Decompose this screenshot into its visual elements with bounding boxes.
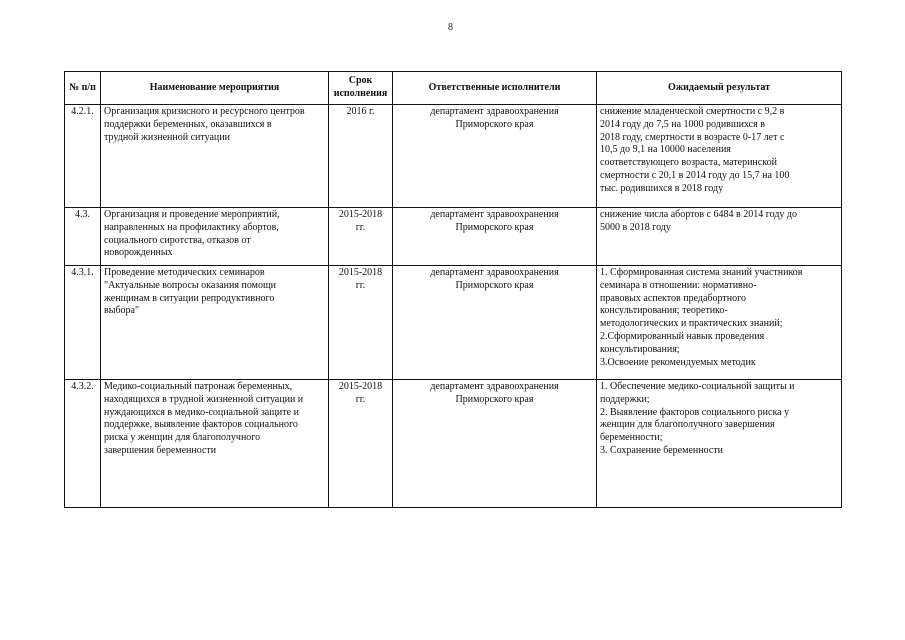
table-row — [65, 380, 842, 508]
text-line: консультирования; — [600, 343, 680, 355]
text-line: 2.Сформированный навык проведения — [600, 330, 765, 342]
header-result: Ожидаемый результат — [597, 72, 842, 105]
text-line: "Актуальные вопросы оказания помощи — [104, 279, 277, 291]
header-num: № п/п — [65, 72, 101, 105]
text-line: снижение младенческой смертности с 9,2 в — [600, 106, 785, 117]
text-line: завершения беременности — [104, 444, 217, 456]
text-line: Организация кризисного и ресурсного центров — [104, 106, 305, 117]
table-header-row — [65, 72, 842, 105]
text-line: направленных на профилактику абортов, — [104, 221, 279, 233]
header-responsible: Ответственные исполнители — [393, 72, 597, 105]
row-responsible — [393, 266, 597, 380]
text-line: поддержке, выявление факторов социального — [104, 419, 298, 431]
row-num: 4.3.1. — [65, 266, 101, 380]
text-line: 2014 году до 7,5 на 1000 родившихся в — [600, 118, 765, 130]
text-line: женщин для благополучного завершения — [600, 419, 775, 431]
text-line: гг. — [355, 279, 366, 291]
text-line: департамент здравоохранения — [430, 381, 559, 392]
row-num: 4.3. — [65, 208, 101, 266]
row-result — [597, 380, 842, 508]
header-term-line: исполнения — [333, 88, 388, 99]
text-line: 2. Выявление факторов социального риска у — [600, 406, 790, 418]
text-line: соответствующего возраста, материнской — [600, 157, 777, 169]
text-line: нуждающихся в медико-социальной защите и — [104, 406, 299, 418]
text-line: женщинам в ситуации репродуктивного — [104, 292, 275, 304]
text-line: 2015-2018 — [338, 267, 383, 278]
table-row — [65, 266, 842, 380]
text-line: выбора" — [104, 305, 140, 317]
text-line: департамент здравоохранения — [430, 267, 559, 278]
text-line: правовых аспектов предабортного — [600, 292, 746, 304]
row-term — [329, 208, 393, 266]
text-line: методологических и практических знаний; — [600, 318, 783, 330]
text-line: 2015-2018 — [338, 381, 383, 392]
header-term-line: Срок — [348, 75, 373, 87]
table-row — [65, 208, 842, 266]
row-term — [329, 266, 393, 380]
text-line: Приморского края — [455, 279, 534, 291]
text-line: семинара в отношении: нормативно- — [600, 279, 757, 291]
text-line: департамент здравоохранения — [430, 209, 559, 220]
text-line: 2018 году, смертности в возрасте 0-17 лет с — [600, 131, 785, 143]
text-line: консультирования; теоретико- — [600, 305, 728, 317]
text-line: Приморского края — [455, 393, 534, 405]
row-responsible — [393, 380, 597, 508]
text-line: риска у женщин для благополучного — [104, 432, 261, 444]
text-line: 1. Сформированная система знаний участников — [600, 267, 803, 278]
text-line: 2015-2018 — [338, 209, 383, 220]
text-line: департамент здравоохранения — [430, 106, 559, 117]
text-line: поддержки беременных, оказавшихся в — [104, 118, 272, 130]
activities-table — [64, 71, 842, 508]
row-num: 4.3.2. — [65, 380, 101, 508]
row-name — [101, 380, 329, 508]
header-name: Наименование мероприятия — [101, 72, 329, 105]
text-line: Проведение методических семинаров — [104, 267, 265, 278]
text-line: смертности с 20,1 в 2014 году до 15,7 на 100 — [600, 169, 790, 181]
row-result — [597, 105, 842, 208]
text-line: находящихся в трудной жизненной ситуации и — [104, 393, 304, 405]
text-line: Приморского края — [455, 118, 534, 130]
row-name — [101, 208, 329, 266]
text-line: новорожденных — [104, 247, 173, 259]
text-line: 5000 в 2018 году — [600, 221, 671, 233]
text-line: Медико-социальный патронаж беременных, — [104, 381, 293, 392]
text-line: беременности; — [600, 432, 663, 444]
text-line: трудной жизненной ситуации — [104, 131, 230, 143]
row-result — [597, 266, 842, 380]
text-line: поддержки; — [600, 393, 650, 405]
row-responsible — [393, 105, 597, 208]
row-result — [597, 208, 842, 266]
row-num: 4.2.1. — [65, 105, 101, 208]
row-name — [101, 266, 329, 380]
text-line: социального сиротства, отказов от — [104, 234, 251, 246]
header-term — [329, 72, 393, 105]
text-line: 1. Обеспечение медико-социальной защиты и — [600, 381, 795, 392]
row-name — [101, 105, 329, 208]
row-term — [329, 105, 393, 208]
row-term — [329, 380, 393, 508]
text-line: 10,5 до 9,1 на 10000 населения — [600, 144, 731, 156]
text-line: тыс. родившихся в 2018 году — [600, 182, 724, 194]
text-line: 3.Освоение рекомендуемых методик — [600, 356, 756, 368]
row-responsible — [393, 208, 597, 266]
page-number: 8 — [448, 22, 453, 33]
text-line: 2016 г. — [346, 106, 375, 117]
text-line: гг. — [355, 221, 366, 233]
text-line: гг. — [355, 393, 366, 405]
table-row — [65, 105, 842, 208]
text-line: Организация и проведение мероприятий, — [104, 209, 280, 220]
text-line: 3. Сохранение беременности — [600, 444, 724, 456]
text-line: снижение числа абортов с 6484 в 2014 году до — [600, 209, 798, 220]
text-line: Приморского края — [455, 221, 534, 233]
